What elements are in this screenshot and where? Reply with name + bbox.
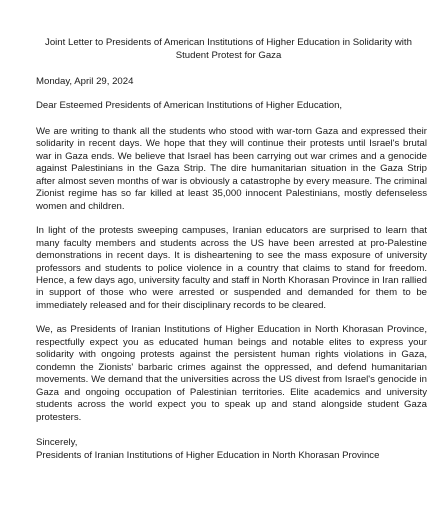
letter-signature: Presidents of Iranian Institutions of Higher Education in North Khorasan Province (36, 449, 380, 461)
letter-closing (36, 437, 427, 462)
letter-paragraph-3: We, as Presidents of Iranian Institutions of Higher Education in North Khorasan Province, respectfully expect you as educated human beings and notable elites to express your solidarity with ongoing protests against the persistent human rights violations in Gaza, condemn the Zionists' barbaric crimes against the oppressed, and defend humanitarian movements. We demand that the universities across the US divest from Israel's genocide in Gaza and ongoing occupation of Palestinian territories. Elite academics and university students across the world expect you to speak up and stand alongside student Gaza protesters. (36, 324, 427, 423)
letter-paragraph-2: In light of the protests sweeping campuses, Iranian educators are surprised to learn that many faculty members and students across the US have been arrested at pro-Palestine demonstrations in recent days. It is disheartening to see the mass exposure of university professors and students to police violence in a country that claims to stand for freedom. Hence, a few days ago, university faculty and staff in North Khorasan Province in Iran rallied in support of those who were arrested or suspended and demanded for them to be immediately released and for their disciplinary records to be cleared. (36, 225, 427, 311)
letter-date: Monday, April 29, 2024 (36, 76, 134, 87)
letter-paragraph-1: We are writing to thank all the students who stood with war-torn Gaza and expressed their solidarity in recent days. We hope that they will continue their protests until Israel's brutal war in Gaza ends. We believe that Israel has been carrying out war crimes and a genocide against Palestinians in the Gaza Strip. The dire humanitarian situation in the Gaza Strip after almost seven months of war is obviously a catastrophe by every measure. The criminal Zionist regime has so far killed at least 35,000 innocent Palestinians, mostly defenseless women and children. (36, 126, 427, 212)
letter-sign-off: Sincerely, (36, 436, 78, 448)
letter-salutation: Dear Esteemed Presidents of American Institutions of Higher Education, (36, 100, 343, 111)
letter-title: Joint Letter to Presidents of American Institutions of Higher Education in Solidarity with Student Protest for Gaza (45, 37, 412, 61)
